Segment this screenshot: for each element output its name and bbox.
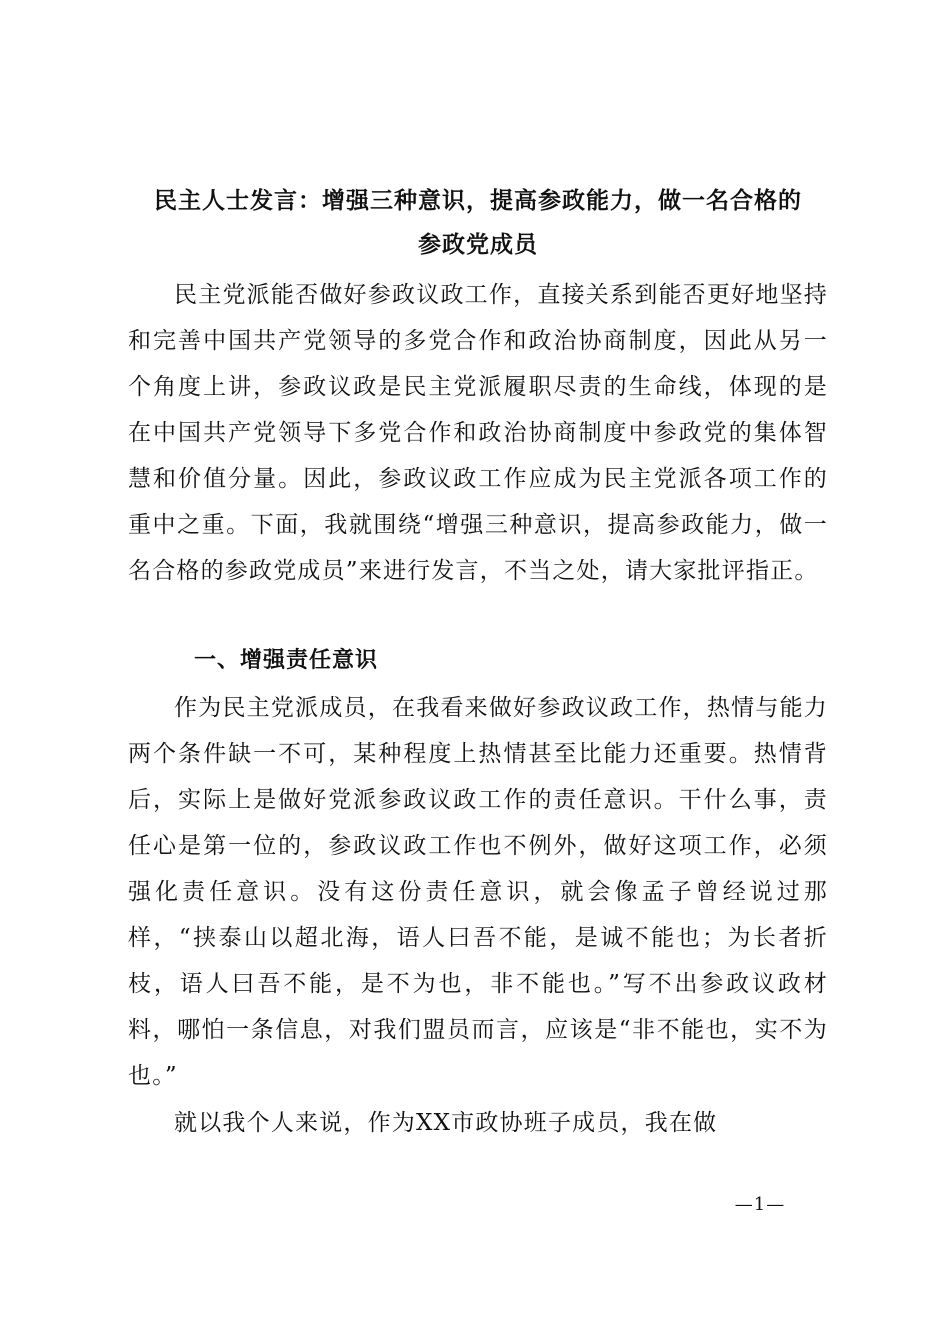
paragraph-responsibility: 作为民主党派成员，在我看来做好参政议政工作，热情与能力两个条件缺一不可，某种程度上热情甚至比能力还重要。热情背后，实际上是做好党派参政议政工作的责任意识。干什么事，责任心是第一位的，参政议政工作也不例外，做好这项工作，必须强化责任意识。没有这份责任意识，就会像孟子曾经说过那样，“挟泰山以超北海，语人曰吾不能，是诚不能也；为长者折枝，语人曰吾不能，是不为也，非不能也。”写不出参政议政材料，哪怕一条信息，对我们盟员而言，应该是“非不能也，实不为也。” — [128, 695, 828, 1089]
page-number: —1— — [734, 1194, 786, 1215]
paragraph-personal: 就以我个人来说，作为XX市政协班子成员，我在做 — [174, 1110, 718, 1136]
document-title-line-1: 民主人士发言：增强三种意识，提高参政能力，做一名合格的 — [154, 187, 802, 214]
document-title-line-2: 参政党成员 — [418, 231, 538, 258]
paragraph-intro: 民主党派能否做好参政议政工作，直接关系到能否更好地坚持和完善中国共产党领导的多党合作和政治协商制度，因此从另一个角度上讲，参政议政是民主党派履职尽责的生命线，体现的是在中国共产党领导下多党合作和政治协商制度中参政党的集体智慧和价值分量。因此，参政议政工作应成为民主党派各项工作的重中之重。下面，我就围绕“增强三种意识，提高参政能力，做一名合格的参政党成员”来进行发言，不当之处，请大家批评指正。 — [128, 282, 828, 584]
section-heading: 一、增强责任意识 — [194, 648, 379, 673]
